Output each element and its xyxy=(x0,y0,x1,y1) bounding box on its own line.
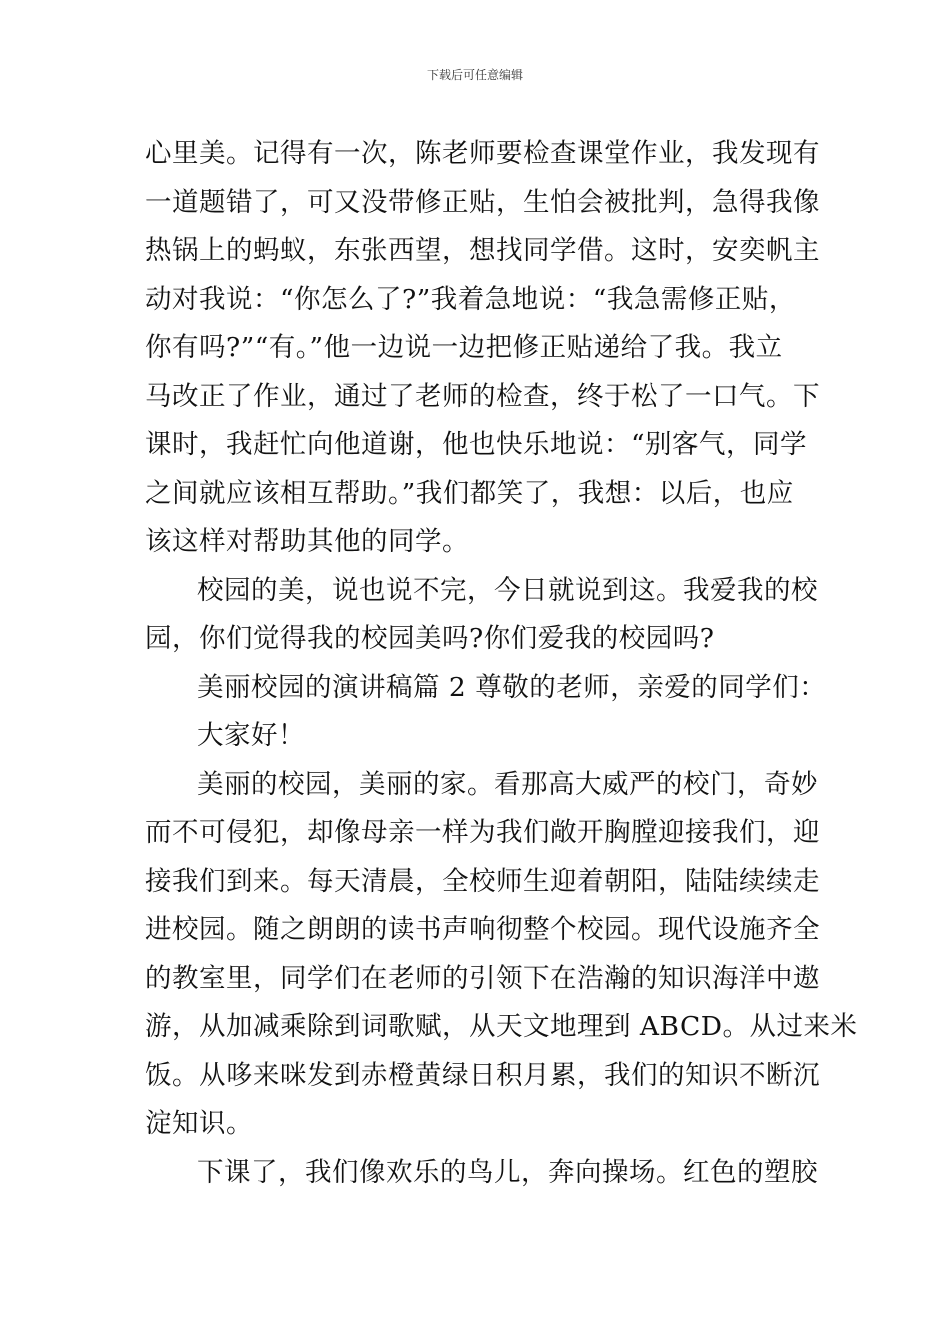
paragraph-start-line: 下课了，我们像欢乐的鸟儿，奔向操场。红色的塑胶 xyxy=(197,1156,818,1188)
text-line: 热锅上的蚂蚁，东张西望，想找同学借。这时，安奕帆主 xyxy=(145,235,820,266)
text-line: 之间就应该相互帮助。”我们都笑了，我想：以后，也应 xyxy=(145,477,794,509)
section-heading-line: 美丽校园的演讲稿篇 2 尊敬的老师，亲爱的同学们： xyxy=(197,671,827,703)
text-line: 心里美。记得有一次，陈老师要检查课堂作业，我发现有 xyxy=(145,138,820,169)
paragraph-start-line: 校园的美，说也说不完，今日就说到这。我爱我的校 xyxy=(197,574,818,606)
text-line: 课时，我赶忙向他道谢，他也快乐地说：“别客气，同学 xyxy=(145,429,808,460)
text-line: 接我们到来。每天清晨，全校师生迎着朝阳，陆陆续续走 xyxy=(145,865,820,897)
document-body xyxy=(145,130,858,1197)
text-line: 淀知识。 xyxy=(145,1108,253,1139)
page-header: 下载后可任意编辑 xyxy=(426,68,523,82)
greeting-line: 大家好！ xyxy=(197,720,305,751)
text-line: 马改正了作业，通过了老师的检查，终于松了一口气。下 xyxy=(145,380,820,412)
text-line: 的教室里，同学们在老师的引领下在浩瀚的知识海洋中遨 xyxy=(145,962,820,994)
text-line: 园，你们觉得我的校园美吗?你们爱我的校园吗? xyxy=(145,623,715,654)
text-line: 该这样对帮助其他的同学。 xyxy=(145,526,469,557)
text-line: 而不可侵犯，却像母亲一样为我们敞开胸膛迎接我们，迎 xyxy=(145,817,820,848)
text-line: 一道题错了，可又没带修正贴，生怕会被批判，急得我像 xyxy=(145,186,820,218)
text-line: 动对我说：“你怎么了?”我着急地说：“我急需修正贴， xyxy=(145,283,796,315)
paragraph-start-line: 美丽的校园，美丽的家。看那高大威严的校门，奇妙 xyxy=(197,768,818,800)
text-line: 游，从加减乘除到词歌赋，从天文地理到 ABCD。从过来米 xyxy=(145,1011,858,1042)
text-line: 饭。从哆来咪发到赤橙黄绿日积月累，我们的知识不断沉 xyxy=(145,1059,820,1091)
text-line: 你有吗?”“有。”他一边说一边把修正贴递给了我。我立 xyxy=(145,332,783,363)
text-line: 进校园。随之朗朗的读书声响彻整个校园。现代设施齐全 xyxy=(145,914,820,945)
